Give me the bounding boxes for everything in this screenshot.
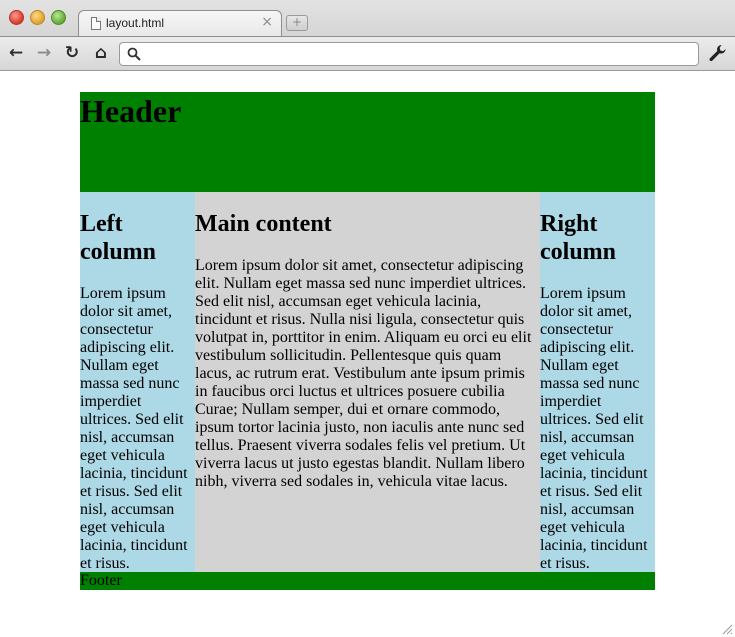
- window-close-button[interactable]: [9, 10, 24, 25]
- tab-layout[interactable]: [78, 10, 282, 37]
- main-content-heading: Main content: [195, 211, 332, 237]
- address-bar[interactable]: [119, 42, 699, 66]
- forward-button[interactable]: →: [36, 43, 52, 63]
- left-column-heading: Left column: [80, 211, 157, 265]
- right-column-text: Lorem ipsum dolor sit amet, consectetur adipiscing elit. Nullam eget massa sed nunc imperdiet ultrices. Sed elit nisl, accumsan eget vehicula lacinia, tincidunt et risus. Sed elit nisl, accumsan eget vehicula lacinia, tincidunt et risus.: [540, 285, 648, 572]
- back-button[interactable]: ←: [8, 43, 24, 63]
- columns: [80, 192, 655, 572]
- page-icon: [91, 17, 101, 30]
- window-maximize-button[interactable]: [51, 10, 66, 25]
- window-minimize-button[interactable]: [30, 10, 45, 25]
- tab-strip: [0, 0, 735, 36]
- main-content-text: Lorem ipsum dolor sit amet, consectetur adipiscing elit. Nullam eget massa sed nunc imperdiet ultrices. Sed elit nisl, accumsan eget vehicula lacinia, tincidunt et risus. Nulla nisi ligula, consectetur quis volutpat in, porttitor in enim. Aliquam eu orci eu elit vestibulum sollicitudin. Pellentesque quis quam lacus, ac rutrum erat. Vestibulum ante ipsum primis in faucibus orci luctus et ultrices posuere cubilia Curae; Nullam semper, dui et ornare commodo, ipsum tortor lacinia justo, non iaculis ante nunc sed tellus. Praesent viverra sodales felis vel pretium. Ut viverra lacus ut justo egestas blandit. Nullam libero nibh, viverra sed sodales in, vehicula vitae lacus.: [195, 257, 532, 490]
- left-column: [80, 192, 195, 572]
- left-column-text: Lorem ipsum dolor sit amet, consectetur adipiscing elit. Nullam eget massa sed nunc imperdiet ultrices. Sed elit nisl, accumsan eget vehicula lacinia, tincidunt et risus. Sed elit nisl, accumsan eget vehicula lacinia, tincidunt et risus.: [80, 285, 188, 572]
- right-column-heading: Right column: [540, 211, 617, 265]
- page-footer: Footer: [80, 572, 655, 590]
- page-layout: [80, 92, 655, 590]
- search-icon: [127, 47, 141, 61]
- header-title: Header: [80, 93, 182, 129]
- toolbar: [0, 36, 735, 70]
- page-header: [80, 92, 655, 192]
- main-content: [195, 192, 540, 572]
- wrench-icon[interactable]: [707, 43, 727, 63]
- reload-button[interactable]: ↻: [64, 43, 80, 63]
- address-input[interactable]: [144, 45, 698, 65]
- tab-close-icon[interactable]: ×: [261, 14, 273, 30]
- new-tab-button[interactable]: +: [286, 15, 308, 31]
- tab-title: layout.html: [106, 16, 165, 30]
- browser-chrome: [0, 0, 735, 71]
- home-button[interactable]: ⌂: [94, 43, 108, 63]
- right-column: [540, 192, 655, 572]
- resize-grip-icon[interactable]: [722, 624, 733, 635]
